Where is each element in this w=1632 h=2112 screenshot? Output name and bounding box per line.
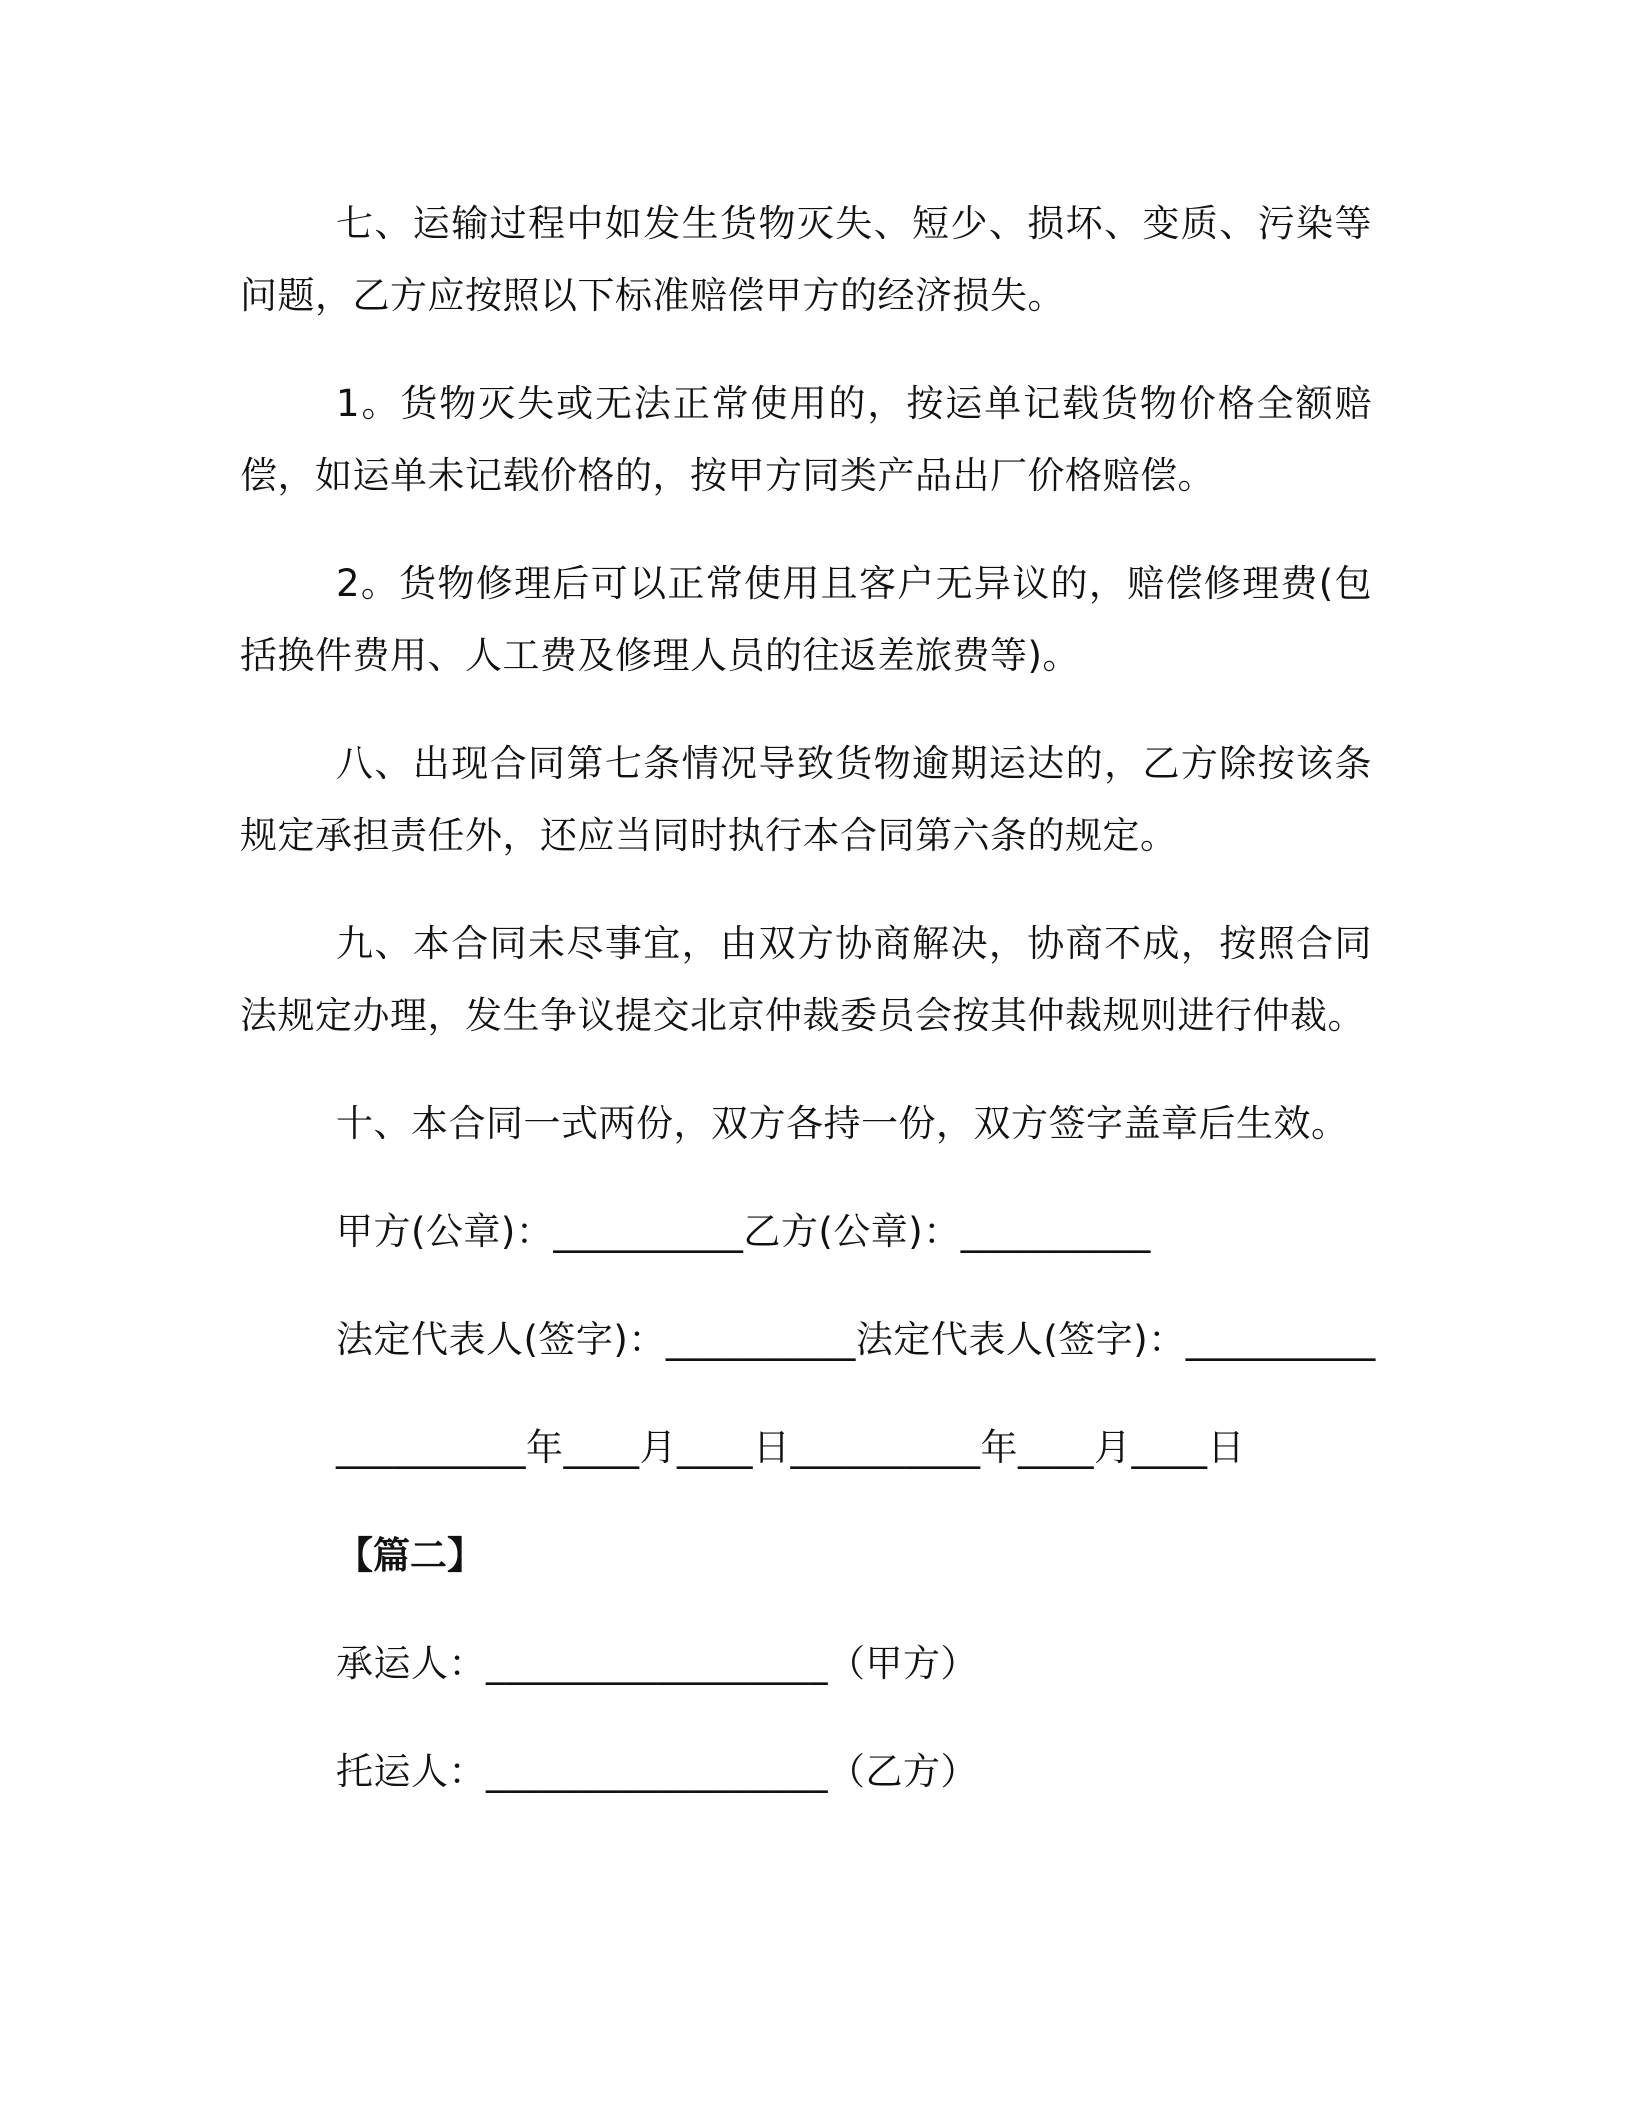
carrier-line: 承运人：__________________（甲方） bbox=[336, 1642, 978, 1685]
clause-ten: 十、本合同一式两份，双方各持一份，双方签字盖章后生效。 bbox=[336, 1102, 1349, 1145]
shipper-line: 托运人：__________________（乙方） bbox=[336, 1750, 978, 1793]
clause-nine: 九、本合同未尽事宜，由双方协商解决，协商不成，按照合同法规定办理，发生争议提交北京仲裁委员会按其仲裁规则进行仲裁。 bbox=[240, 922, 1372, 1037]
document-body bbox=[240, 188, 1376, 1844]
clause-seven-item-1: 1。货物灭失或无法正常使用的，按运单记载货物价格全额赔偿，如运单未记载价格的，按甲方同类产品出厂价格赔偿。 bbox=[240, 382, 1372, 497]
party-seal-line: 甲方(公章)：__________乙方(公章)：__________ bbox=[336, 1210, 1151, 1253]
date-line: __________年____月____日__________年____月____日 bbox=[336, 1426, 1245, 1469]
section-heading: 【篇二】 bbox=[336, 1534, 484, 1577]
legal-representative-line: 法定代表人(签字)：__________法定代表人(签字)：__________ bbox=[336, 1318, 1376, 1361]
clause-seven: 七、运输过程中如发生货物灭失、短少、损坏、变质、污染等问题，乙方应按照以下标准赔偿甲方的经济损失。 bbox=[240, 202, 1372, 317]
clause-seven-item-2: 2。货物修理后可以正常使用且客户无异议的，赔偿修理费(包括换件费用、人工费及修理人员的往返差旅费等)。 bbox=[240, 562, 1372, 677]
clause-eight: 八、出现合同第七条情况导致货物逾期运达的，乙方除按该条规定承担责任外，还应当同时执行本合同第六条的规定。 bbox=[240, 742, 1372, 857]
